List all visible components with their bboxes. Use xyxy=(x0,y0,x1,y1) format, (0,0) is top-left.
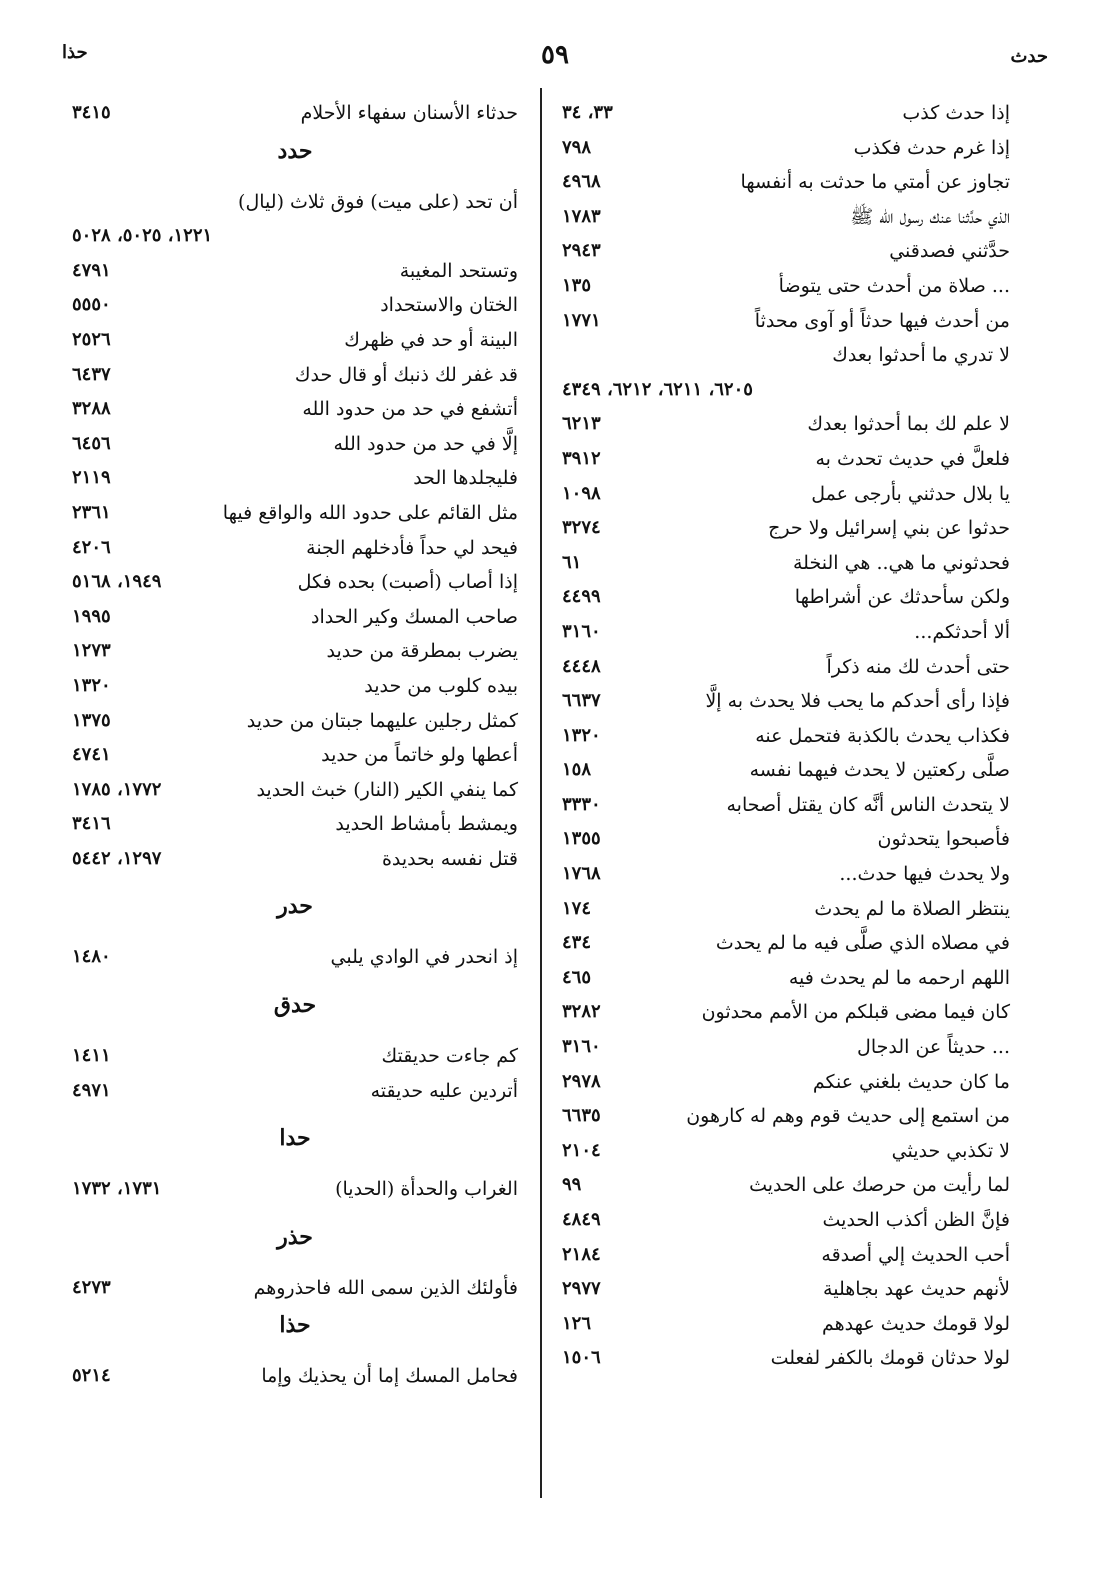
index-entry xyxy=(562,1099,1010,1134)
index-entry xyxy=(562,753,1010,788)
entry-text: فأصبحوا يتحدثون xyxy=(877,828,1010,851)
entry-text: حدثاء الأسنان سفهاء الأحلام xyxy=(300,102,518,124)
entry-refs: ٢٣٦١ xyxy=(72,501,111,523)
entry-refs: ١٤١١ xyxy=(72,1045,111,1067)
right-column xyxy=(562,96,1010,1376)
entry-refs: ٢١٨٤ xyxy=(562,1243,601,1265)
index-entry xyxy=(562,615,1010,650)
entry-text: ويمشط بأمشاط الحديد xyxy=(335,813,518,836)
entry-refs: ٢١٠٤ xyxy=(562,1139,601,1161)
index-entry xyxy=(562,995,1010,1030)
entry-refs: ١٢٦ xyxy=(562,1312,592,1334)
entry-text: من استمع إلى حديث قوم وهم له كارهون xyxy=(686,1105,1010,1128)
index-entry xyxy=(562,719,1010,754)
index-entry xyxy=(562,1238,1010,1273)
index-entry xyxy=(562,788,1010,823)
entry-refs: ١٠٩٨ xyxy=(562,482,601,504)
index-entry xyxy=(562,234,1010,269)
index-entry xyxy=(562,338,1010,373)
entry-refs: ٤٤٤٨ xyxy=(562,655,601,677)
entry-text: ... حديثاً عن الدجال xyxy=(857,1036,1010,1059)
entry-refs: ٣٢٨٢ xyxy=(562,1001,601,1023)
entry-text: لولا حدثان قومك بالكفر لفعلت xyxy=(770,1347,1010,1370)
index-entry xyxy=(562,269,1010,304)
entry-refs: ٦٢١٣ xyxy=(562,413,601,435)
entry-refs: ٦٤٥٦ xyxy=(72,432,111,454)
entry-text: الذي حدَّثنا عنك رسول الله ﷺ xyxy=(850,205,1010,228)
entry-text: لأنهم حديث عهد بجاهلية xyxy=(823,1278,1010,1301)
index-entry xyxy=(72,1039,518,1074)
column-divider xyxy=(540,88,542,1498)
entry-refs: ٥٢١٤ xyxy=(72,1365,111,1387)
entry-refs: ١٣٢٠ xyxy=(562,724,601,746)
entry-refs: ٢٩٧٧ xyxy=(562,1278,601,1300)
entry-refs: ٤٨٤٩ xyxy=(562,1209,601,1230)
entry-text: كان فيما مضى قبلكم من الأمم محدثون xyxy=(701,1001,1010,1024)
entry-refs: ٣٤١٥ xyxy=(72,102,111,123)
entry-text: لا يتحدث الناس أنَّه كان يقتل أصحابه xyxy=(726,793,1010,816)
entry-refs: ١٢٢١، ٥٠٢٥، ٥٠٢٨ xyxy=(72,225,213,247)
index-entry xyxy=(72,496,518,531)
entry-text: إذا غرم حدث فكذب xyxy=(853,136,1010,159)
entry-text: إذا حدث كذب xyxy=(902,102,1010,124)
index-entry xyxy=(562,1030,1010,1065)
entry-text: قتل نفسه بحديدة xyxy=(381,847,518,870)
entry-refs: ٢٥٢٦ xyxy=(72,328,111,350)
entry-refs: ٣١٦٠ xyxy=(562,620,601,642)
index-entry xyxy=(562,407,1010,442)
index-entry xyxy=(72,807,518,842)
entry-refs: ٣٤١٦ xyxy=(72,813,111,835)
index-entry xyxy=(562,580,1010,615)
root-heading: حدر xyxy=(277,893,313,920)
index-entry xyxy=(72,1359,518,1394)
entry-text: أعطها ولو خاتماً من حديد xyxy=(321,744,518,767)
page-number: ٥٩ xyxy=(541,40,569,70)
index-entry xyxy=(562,511,1010,546)
entry-refs: ٤٢٠٦ xyxy=(72,536,111,558)
index-entry xyxy=(72,531,518,566)
index-entry xyxy=(72,669,518,704)
entry-text: وتستحد المغيبة xyxy=(399,259,518,282)
entry-text: كمثل رجلين عليهما جبتان من حديد xyxy=(246,709,518,732)
entry-refs: ٦٤٣٧ xyxy=(72,363,111,385)
index-entry xyxy=(72,773,518,808)
index-entry xyxy=(72,1271,518,1306)
entry-refs: ٣١٦٠ xyxy=(562,1036,601,1058)
entry-text: فإذا رأى أحدكم ما يحب فلا يحدث به إلَّا xyxy=(705,690,1010,713)
entry-refs: ٤٤٩٩ xyxy=(562,586,601,608)
root-heading: حدق xyxy=(273,992,317,1019)
index-entry xyxy=(562,857,1010,892)
entry-text: بيده كلوب من حديد xyxy=(364,674,518,697)
index-entry xyxy=(72,392,518,427)
entry-text: ما كان حديث بلغني عنكم xyxy=(812,1070,1010,1093)
entry-refs: ٧٩٨ xyxy=(562,136,592,158)
index-entry xyxy=(562,373,1010,408)
index-entry xyxy=(562,442,1010,477)
index-entry xyxy=(72,565,518,600)
entry-refs: ٤٩٧١ xyxy=(72,1079,111,1101)
entry-refs: ٦١ xyxy=(562,551,582,573)
index-entry xyxy=(562,961,1010,996)
index-entry xyxy=(562,304,1010,339)
entry-text: من أحدث فيها حدثاً أو آوى محدثاً xyxy=(754,309,1010,332)
index-entry xyxy=(72,738,518,773)
entry-refs: ٣٩١٢ xyxy=(562,447,601,469)
entry-text: إذ انحدر في الوادي يلبي xyxy=(330,946,518,969)
entry-refs: ٣٣، ٣٤ xyxy=(562,102,613,123)
index-entry xyxy=(562,477,1010,512)
entry-text: الختان والاستحداد xyxy=(380,294,518,317)
entry-text: أن تحد (على ميت) فوق ثلاث (ليال) xyxy=(238,190,518,213)
index-entry xyxy=(562,926,1010,961)
entry-refs: ١٣٢٠ xyxy=(72,674,111,696)
index-entry xyxy=(562,546,1010,581)
entry-text: فحامل المسك إما أن يحذيك وإما xyxy=(261,1365,518,1388)
index-entry xyxy=(72,1172,518,1207)
root-heading: حدا xyxy=(279,1125,311,1152)
entry-refs: ٦٦٣٥ xyxy=(562,1105,601,1127)
entry-text: حتى أحدث لك منه ذكراً xyxy=(826,655,1010,678)
entry-refs: ١٧٧١ xyxy=(562,309,601,331)
entry-text: أتردين عليه حديقته xyxy=(370,1079,518,1102)
entry-refs: ٢٩٤٣ xyxy=(562,240,601,262)
index-entry xyxy=(562,96,1010,131)
entry-refs: ١٢٧٣ xyxy=(72,640,111,662)
index-entry xyxy=(562,1341,1010,1376)
index-entry xyxy=(562,684,1010,719)
entry-text: ولكن سأحدثك عن أشراطها xyxy=(794,586,1010,609)
entry-text: لولا قومك حديث عهدهم xyxy=(821,1312,1010,1335)
index-entry xyxy=(562,1168,1010,1203)
entry-text: كم جاءت حديقتك xyxy=(381,1045,518,1068)
entry-refs: ١٧٣١، ١٧٣٢ xyxy=(72,1178,162,1200)
entry-text: فليجلدها الحد xyxy=(413,467,518,490)
entry-text: يضرب بمطرقة من حديد xyxy=(326,640,518,663)
entry-refs: ١٢٩٧، ٥٤٤٢ xyxy=(72,847,162,869)
index-entry xyxy=(562,1065,1010,1100)
index-entry xyxy=(72,185,518,220)
entry-text: في مصلاه الذي صلَّى فيه ما لم يحدث xyxy=(715,932,1010,955)
index-entry xyxy=(562,892,1010,927)
index-entry xyxy=(562,200,1010,235)
entry-text: أتشفع في حد من حدود الله xyxy=(302,398,518,421)
index-entry xyxy=(562,165,1010,200)
entry-text: البينة أو حد في ظهرك xyxy=(344,328,518,351)
header-right-word: حدث xyxy=(1010,46,1048,67)
index-entry xyxy=(562,822,1010,857)
entry-text: ولا يحدث فيها حدث... xyxy=(839,863,1010,886)
entry-text: قد غفر لك ذنبك أو قال حدك xyxy=(294,363,518,386)
index-entry xyxy=(72,96,518,131)
index-entry xyxy=(72,940,518,975)
entry-text: ألا أحدثكم... xyxy=(914,620,1010,643)
index-entry xyxy=(72,323,518,358)
entry-refs: ٣٢٨٨ xyxy=(72,398,111,420)
index-entry xyxy=(562,1134,1010,1169)
index-entry xyxy=(72,358,518,393)
entry-refs: ٦٦٣٧ xyxy=(562,690,601,712)
entry-refs: ٤٧٩١ xyxy=(72,259,111,281)
entry-text: صاحب المسك وكير الحداد xyxy=(311,605,518,628)
entry-refs: ٢١١٩ xyxy=(72,467,111,489)
entry-text: لا علم لك بما أحدثوا بعدك xyxy=(807,413,1010,436)
root-heading: حدد xyxy=(277,137,313,164)
entry-refs: ٤٢٧٣ xyxy=(72,1276,111,1298)
root-heading: حذا xyxy=(279,1312,311,1339)
entry-text: كما ينفي الكير (النار) خبث الحديد xyxy=(256,778,518,801)
entry-text: فأولئك الذين سمى الله فاحذروهم xyxy=(253,1276,518,1299)
entry-refs: ٤٣٤ xyxy=(562,932,592,954)
entry-refs: ١٥٠٦ xyxy=(562,1347,601,1369)
entry-refs: ١٩٤٩، ٥١٦٨ xyxy=(72,571,162,593)
entry-refs: ١٤٨٠ xyxy=(72,946,111,968)
index-entry xyxy=(562,650,1010,685)
entry-text: ينتظر الصلاة ما لم يحدث xyxy=(814,897,1010,920)
entry-text: أحب الحديث إلي أصدقه xyxy=(821,1243,1010,1266)
left-column xyxy=(72,96,518,1394)
entry-text: ... صلاة من أحدث حتى يتوضأ xyxy=(778,274,1010,297)
entry-refs: ٩٩ xyxy=(562,1174,582,1196)
entry-text: لا تدري ما أحدثوا بعدك xyxy=(832,344,1010,367)
entry-refs: ٤٩٦٨ xyxy=(562,171,601,193)
index-entry xyxy=(72,1074,518,1109)
entry-text: فكذاب يحدث بالكذبة فتحمل عنه xyxy=(755,724,1010,747)
entry-text: لما رأيت من حرصك على الحديث xyxy=(749,1174,1010,1197)
entry-text: فلعلَّ في حديث تحدث به xyxy=(815,447,1010,470)
entry-text: اللهم ارحمه ما لم يحدث فيه xyxy=(788,966,1010,989)
entry-refs: ١٧٧٢، ١٧٨٥ xyxy=(72,778,162,800)
page-header xyxy=(62,40,1048,80)
entry-refs: ٥٥٥٠ xyxy=(72,294,111,316)
entry-text: صلَّى ركعتين لا يحدث فيهما نفسه xyxy=(749,759,1010,782)
index-entry xyxy=(562,1307,1010,1342)
entry-refs: ٢٩٧٨ xyxy=(562,1070,601,1092)
index-entry xyxy=(72,461,518,496)
entry-refs: ٤٧٤١ xyxy=(72,744,111,766)
entry-refs: ١٧٨٣ xyxy=(562,205,601,227)
index-entry xyxy=(72,219,518,254)
entry-text: فحدثوني ما هي.. هي النخلة xyxy=(792,551,1010,574)
entry-text: إلَّا في حد من حدود الله xyxy=(333,432,518,455)
root-heading: حذر xyxy=(277,1223,313,1250)
entry-text: لا تكذبي حديثي xyxy=(891,1139,1010,1162)
entry-text: حدَّثني فصدقني xyxy=(889,240,1010,263)
entry-text: حدثوا عن بني إسرائيل ولا حرج xyxy=(768,517,1010,540)
entry-refs: ١٩٩٥ xyxy=(72,605,111,627)
index-entry xyxy=(562,1203,1010,1238)
entry-refs: ٣٣٣٠ xyxy=(562,793,601,815)
entry-text: فإنَّ الظن أكذب الحديث xyxy=(822,1209,1010,1231)
entry-refs: ١٣٥٥ xyxy=(562,828,601,850)
index-entry xyxy=(562,131,1010,166)
entry-refs: ١٥٨ xyxy=(562,759,592,781)
entry-text: مثل القائم على حدود الله والواقع فيها xyxy=(222,501,518,524)
entry-text: إذا أصاب (أصبت) بحده فكل xyxy=(297,571,518,594)
entry-text: الغراب والحدأة (الحديا) xyxy=(335,1178,518,1201)
index-entry xyxy=(72,254,518,289)
index-entry xyxy=(72,704,518,739)
entry-refs: ١٧٤ xyxy=(562,897,592,919)
header-left-word: حذا xyxy=(62,42,88,63)
entry-refs: ١٣٧٥ xyxy=(72,709,111,731)
entry-refs: ٣٢٧٤ xyxy=(562,517,601,539)
index-entry xyxy=(562,1272,1010,1307)
index-entry xyxy=(72,600,518,635)
index-entry xyxy=(72,634,518,669)
entry-text: تجاوز عن أمتي ما حدثت به أنفسها xyxy=(740,171,1010,194)
entry-text: يا بلال حدثني بأرجى عمل xyxy=(811,482,1010,505)
index-entry xyxy=(72,288,518,323)
index-entry xyxy=(72,842,518,877)
entry-refs: ٤٦٥ xyxy=(562,966,592,988)
entry-refs: ١٧٦٨ xyxy=(562,863,601,885)
entry-text: فيحد لي حداً فأدخلهم الجنة xyxy=(306,536,518,559)
entry-refs: ١٣٥ xyxy=(562,274,592,296)
index-entry xyxy=(72,427,518,462)
entry-refs: ٦٢٠٥، ٦٢١١، ٦٢١٢، ٤٣٤٩ xyxy=(562,378,753,400)
